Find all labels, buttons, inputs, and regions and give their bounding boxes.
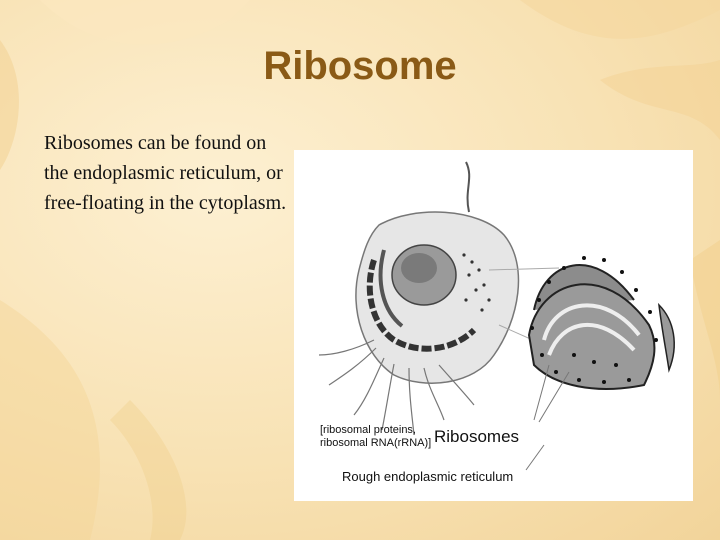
slide-body-text: Ribosomes can be found on the endoplasmic reticulum, or free-floating in the cytoplasm. — [44, 132, 287, 214]
rough-er-enlargement — [529, 256, 674, 389]
slide-title: Ribosome — [263, 44, 457, 88]
label-ribosomal-rna: ribosomal RNA(rRNA)] — [320, 437, 432, 449]
label-ribosomal-proteins: [ribosomal proteins, — [320, 424, 416, 436]
cell-diagram — [294, 150, 693, 501]
label-rough-er: Rough endoplasmic reticulum — [342, 469, 514, 484]
label-ribosomes: Ribosomes — [434, 427, 520, 446]
